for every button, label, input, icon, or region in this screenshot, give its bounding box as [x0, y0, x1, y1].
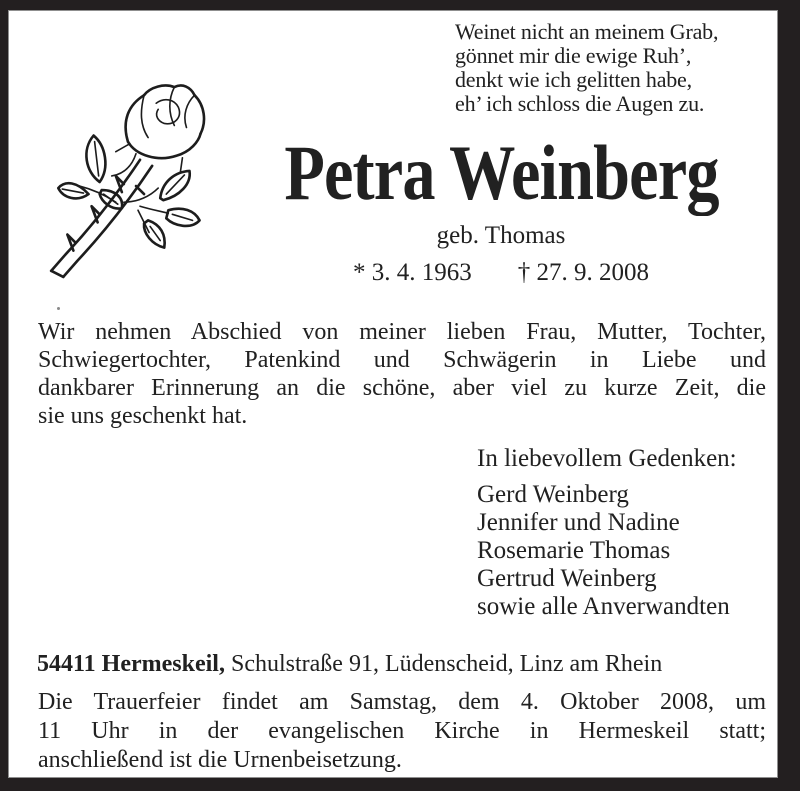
funeral-paragraph — [38, 688, 766, 775]
life-dates — [221, 258, 778, 288]
address-line — [37, 649, 662, 679]
tribute-paragraph — [38, 318, 766, 430]
mourner-name: Gertrud Weinberg — [477, 565, 657, 592]
mourner-name: Jennifer und Nadine — [477, 509, 680, 536]
mourner-list — [477, 481, 730, 621]
poem — [455, 20, 718, 116]
rose-illustration — [31, 81, 243, 283]
funeral-line: anschließend ist die Urnenbeisetzung. — [38, 747, 402, 773]
memorial-heading: In liebevollem Gedenken: — [477, 445, 737, 472]
funeral-line: 11 Uhr in der evangelischen Kirche in Hermeskeil statt; — [38, 718, 766, 744]
mourner-name: Rosemarie Thomas — [477, 537, 671, 564]
deceased-name — [221, 129, 778, 216]
poem-line: gönnet mir die ewige Ruh’, — [455, 43, 692, 68]
death-date: † 27. 9. 2008 — [517, 259, 649, 286]
obituary-page — [8, 10, 778, 778]
address-street: Schulstraße 91, Lüdenscheid, Linz am Rhein — [224, 651, 663, 677]
mourner-name: sowie alle Anverwandten — [477, 593, 730, 620]
rose-icon — [31, 81, 243, 283]
scan-speck — [57, 307, 60, 310]
poem-line: eh’ ich schloss die Augen zu. — [455, 91, 705, 116]
poem-line: Weinet nicht an meinem Grab, — [455, 19, 719, 44]
maiden-name: geb. Thomas — [436, 222, 566, 249]
tribute-line: sie uns geschenkt hat. — [38, 403, 248, 429]
tribute-line: dankbarer Erinnerung an die schöne, aber viel zu kurze Zeit, die — [38, 375, 766, 401]
tribute-line: Wir nehmen Abschied von meiner lieben Frau, Mutter, Tochter, — [38, 319, 766, 345]
mourner-name: Gerd Weinberg — [477, 481, 629, 508]
poem-line: denkt wie ich gelitten habe, — [455, 67, 692, 92]
deceased-name-text: Petra Weinberg — [283, 129, 719, 216]
funeral-line: Die Trauerfeier findet am Samstag, dem 4. Oktober 2008, um — [38, 689, 766, 715]
address-city-bold: 54411 Hermeskeil, — [37, 651, 225, 677]
birth-date: * 3. 4. 1963 — [353, 259, 472, 286]
tribute-line: Schwiegertochter, Patenkind und Schwägerin in Liebe und — [38, 347, 766, 373]
